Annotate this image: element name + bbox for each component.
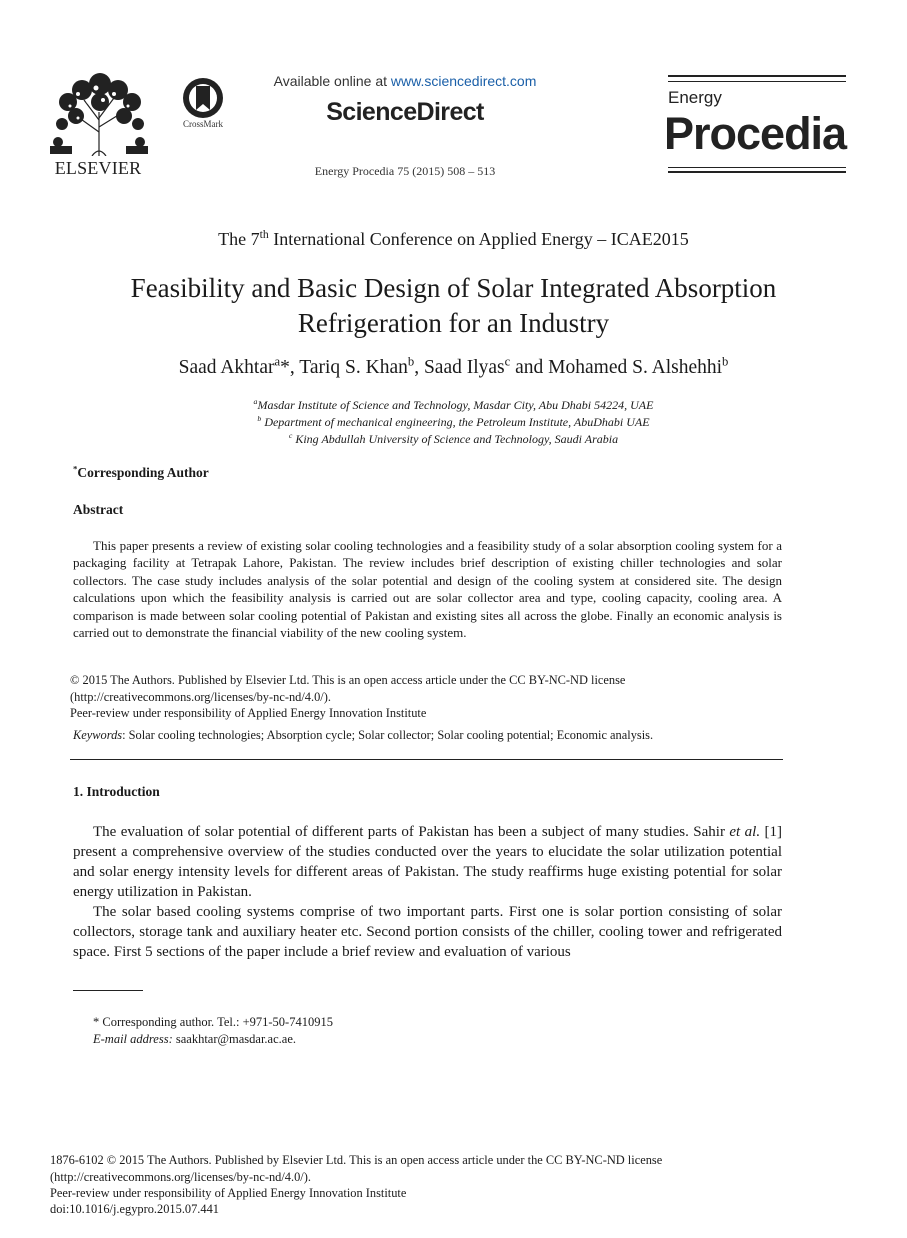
section-heading-introduction: 1. Introduction [73, 784, 160, 799]
keywords-label: Keywords [73, 728, 123, 742]
license-line-1: © 2015 The Authors. Published by Elsevier Ltd. This is an open access article under the CC BY-NC-ND license [70, 673, 626, 687]
sciencedirect-link[interactable]: www.sciencedirect.com [390, 73, 537, 89]
corresponding-author-note [73, 465, 209, 481]
title-line-2: Refrigeration for an Industry [297, 308, 610, 338]
crossmark-icon [180, 76, 226, 120]
author-sep: *, [280, 357, 300, 378]
footnote-email [93, 1032, 296, 1047]
author-affil-sup: b [407, 354, 415, 369]
author-name: Tariq S. Khan [299, 357, 408, 378]
brand-energy: Energy [668, 88, 722, 107]
abstract-divider [70, 759, 783, 760]
affiliation-sup: b [257, 414, 262, 423]
corresponding-sup: * [73, 463, 78, 474]
crossmark-logo[interactable] [180, 76, 226, 120]
intro-p1-italic: et al. [729, 824, 761, 840]
intro-p1-text-b: [1] present a comprehensive overview of the studies conducted over the years to elucidate the solar utilization potential and solar energy intensity levels for different areas of Pakistan. The study reaffirms huge existing potential for solar energy utilization in Pakistan. [73, 824, 782, 900]
corresponding-text: Corresponding Author [77, 465, 209, 480]
keywords-text: : Solar cooling technologies; Absorption cycle; Solar collector; Solar cooling potential; Economic analysis. [122, 728, 654, 742]
affiliation-a [60, 398, 847, 413]
affiliation-sup: a [253, 397, 258, 406]
elsevier-logo [48, 72, 150, 156]
conference-post: International Conference on Applied Energy – ICAE2015 [268, 229, 689, 249]
author-sep: and [510, 357, 549, 378]
footnote-divider [73, 990, 143, 991]
keywords-line [73, 728, 793, 743]
brand-rule-bottom-2 [668, 171, 846, 173]
abstract-heading: Abstract [73, 502, 124, 517]
bottom-doi[interactable]: doi:10.1016/j.egypro.2015.07.441 [50, 1202, 219, 1216]
affiliation-c [60, 432, 847, 447]
brand-rule-top [668, 75, 846, 77]
paper-title [60, 271, 847, 341]
author-affil-sup: c [504, 354, 511, 369]
affiliation-sup: c [288, 431, 293, 440]
bottom-license-url[interactable]: (http://creativecommons.org/licenses/by-nc-nd/4.0/). [50, 1170, 311, 1184]
email-address[interactable]: saakhtar@masdar.ac.ae. [172, 1032, 297, 1046]
affiliation-text: King Abdullah University of Science and Technology, Saudi Arabia [292, 432, 619, 446]
brand-rule-top-2 [668, 81, 846, 82]
author-list [60, 354, 847, 379]
title-line-1: Feasibility and Basic Design of Solar Integrated Absorption [130, 273, 777, 303]
journal-reference: Energy Procedia 75 (2015) 508 – 513 [314, 164, 496, 178]
brand-procedia: Procedia [664, 108, 847, 159]
elsevier-wordmark: ELSEVIER [54, 158, 142, 178]
intro-paragraph-2: The solar based cooling systems comprise of two important parts. First one is solar portion consisting of solar collectors, storage tank and auxiliary heater etc. Second portion consists of the chiller, cooling tower and refrigerated space. First 5 sections of the paper include a brief review and evaluation of various [73, 904, 782, 960]
bottom-license-line: 1876-6102 © 2015 The Authors. Published by Elsevier Ltd. This is an open access article under the CC BY-NC-ND license [50, 1153, 663, 1167]
conference-line [60, 229, 847, 250]
affiliation-b [60, 415, 847, 430]
available-prefix: Available online at [273, 73, 391, 89]
author-affil-sup: a [274, 354, 281, 369]
available-online [240, 73, 570, 89]
author-affil-sup: b [722, 354, 729, 369]
email-label: E-mail address: [93, 1032, 173, 1046]
affiliation-text: Masdar Institute of Science and Technology, Masdar City, Abu Dhabi 54224, UAE [257, 398, 654, 412]
peer-review-line: Peer-review under responsibility of Applied Energy Innovation Institute [70, 706, 427, 720]
footnote-corresponding: * Corresponding author. Tel.: +971-50-7410915 [93, 1015, 333, 1029]
conference-sup: th [259, 228, 269, 241]
author-name: Saad Ilyas [423, 357, 505, 378]
elsevier-tree-icon [48, 72, 150, 156]
abstract-text: This paper presents a review of existing solar cooling technologies and a feasibility study of a solar absorption cooling system for a packaging facility at Tetrapak Lahore, Pakistan. The review includes brief description of existing chiller technologies and solar collectors. The case study includes analysis of the solar potential and design of the cooling system at considered site. The design calculations upon which the feasibility analysis is carried out are solar collector area and type, cooling capacity, cooling area. A comparison is made between solar cooling potential of Pakistan and existing sites all across the globe. Finally an economic analysis is carried out to demonstrate the financial viability of the new cooling system. [73, 538, 782, 641]
affiliation-text: Department of mechanical engineering, the Petroleum Institute, AbuDhabi UAE [261, 415, 650, 429]
bottom-peer-review: Peer-review under responsibility of Applied Energy Innovation Institute [50, 1186, 407, 1200]
intro-p1-text-a: The evaluation of solar potential of different parts of Pakistan has been a subject of many studies. Sahir [93, 824, 730, 840]
author-sep: , [414, 357, 424, 378]
author-name: Saad Akhtar [178, 357, 275, 378]
intro-paragraph-1 [73, 822, 782, 902]
brand-rule-bottom [668, 167, 846, 168]
license-url[interactable]: (http://creativecommons.org/licenses/by-nc-nd/4.0/). [70, 690, 331, 704]
conference-pre: The 7 [218, 229, 260, 249]
sciencedirect-wordmark: ScienceDirect [326, 98, 484, 126]
author-name: Mohamed S. Alshehhi [548, 357, 723, 378]
crossmark-label: CrossMark [183, 119, 223, 129]
